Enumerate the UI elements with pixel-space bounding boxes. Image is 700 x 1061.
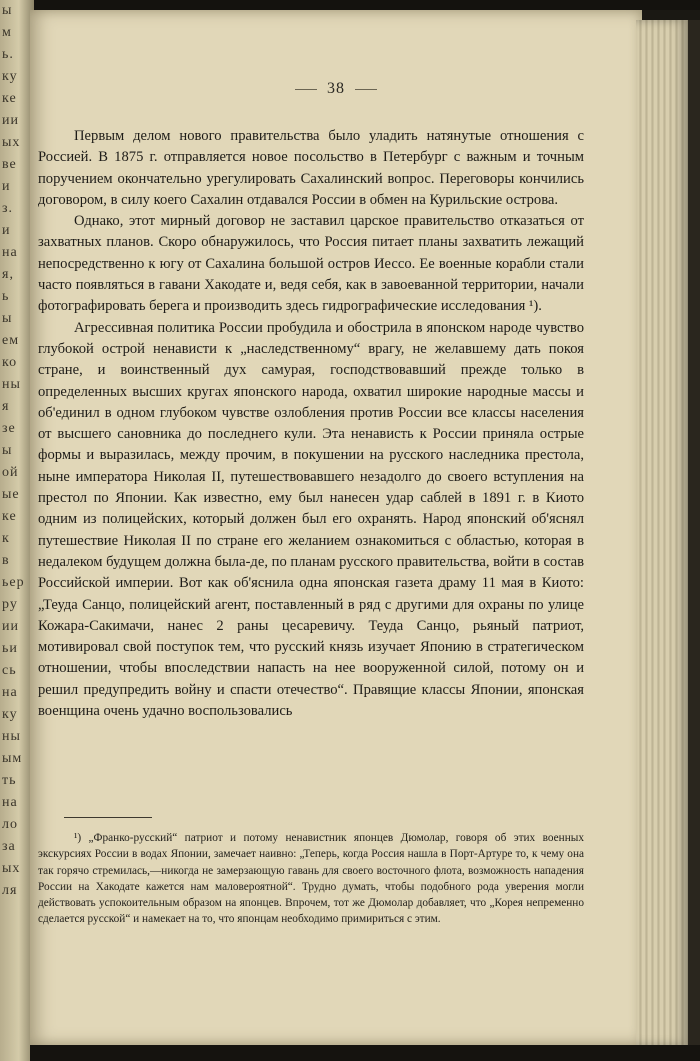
page-number-dash-left: [295, 89, 317, 90]
book-page: [30, 10, 642, 1045]
left-page-fragment: ой: [2, 465, 19, 480]
left-page-fragment: за: [2, 839, 16, 854]
left-page-fragment: ку: [2, 69, 18, 84]
left-page-fragment: ы: [2, 3, 13, 18]
left-page-fragment: зе: [2, 421, 16, 436]
page-stack-edges: [636, 20, 688, 1045]
paragraph: Первым делом нового правительства было уладить натянутые отношения с Россией. В 1875 г. отправляется новое посольство в Петербург с важным и точным поручением окончательно урегулировать Сахалинский вопрос. Переговоры кончились договором, в силу коего Сахалин отдавался России в обмен на Курильские острова.: [38, 128, 584, 208]
left-page-fragment: я: [2, 399, 10, 414]
left-page-fragment: ть: [2, 773, 17, 788]
left-page-fragment: ым: [2, 751, 23, 766]
left-page-fragment: ру: [2, 597, 18, 612]
left-page-fragment: ны: [2, 377, 21, 392]
left-page-fragment: ло: [2, 817, 18, 832]
left-page-fragment: ны: [2, 729, 21, 744]
left-page-fragment: ых: [2, 135, 21, 150]
paragraph: Однако, этот мирный договор не заставил царское правительство отказаться от захватных планов. Скоро обнаружилось, что Россия питает планы захватить лежащий непосредственно к югу от Сахалина большой остров Иессо. Ее военные корабли стали часто появляться в гавани Хакодате и, ведя себя, как в завоеванной территории, начали фотографировать берега и производить здесь гидрографические исследования ¹).: [38, 213, 584, 315]
footnote: ¹) „Франко-русский“ патриот и потому ненавистник японцев Дюмолар, говоря об этих военных экскурсиях России в водах Японии, замечает наивно: „Теперь, когда Россия нашла в Порт-Артуре то, к чему она так горячо стремилась,—никогда не замерзающую гавань для своего восточного флота, возможность нападения России на Хакодате кажется нам маловероятной“. Трудно думать, чтобы подобного рода уверения могли действовать успокоительным образом на японцев. Впрочем, тот же Дюмолар добавляет, что „Корея непременно сделается русской“ и намекает на то, что японцам необходимо примириться с этим.: [38, 832, 584, 926]
left-page-fragment: и: [2, 179, 11, 194]
left-page-fragment: ке: [2, 509, 17, 524]
left-page-fragment: ые: [2, 487, 20, 502]
left-page-fragment: ь.: [2, 47, 14, 62]
left-page-fragment: ы: [2, 311, 13, 326]
left-page-fragment: ко: [2, 355, 18, 370]
paragraph: Агрессивная политика России пробудила и обострила в японском народе чувство глубокой острой ненависти к „наследственному“ врагу, не желавшему дать покоя стране, и воинственный дух самурая, господствовавший прежде только в определенных высших кругах японского народа, охватил широкие народные массы и об'единил в одном глубоком чувстве озлобления против России все классы населения от высшего сановника до последнего кули. Эта ненависть к России приняла острые формы и выразилась, между прочим, в покушении на русского наследника престола, ныне императора Николая II, путешествовавшего незадолго до своего вступления на престол по Японии. Как известно, ему был нанесен удар саблей в 1891 г. в Киото одним из полицейских, который должен был его охранять. Народ японский об'яснял путешествие Николая II по стране его желанием ознакомиться с областью, которая в недалеком будущем должна была-де, по планам русского правительства, войти в состав Российской империи. Вот как об'яснила одна японская газета драму 11 мая в Киото: „Теуда Санцо, полицейский агент, поставленный в ряд с другими для охраны по улице Кожара-Сакимачи, нанес 2 раны цесаревичу. Теуда Санцо, рьяный патриот, мотивировал свой поступок тем, что русский князь изучает Японию в стратегическом отношении, чтобы впоследствии напасть на нее вооруженной силой, потому он и решил предупредить войну и спасти отечество“. Правящие классы Японии, японская военщина очень удачно воспользовались: [38, 319, 584, 720]
left-page-fragment: и: [2, 223, 11, 238]
left-page-fragment: ьи: [2, 641, 18, 656]
left-page-fragment: ем: [2, 333, 20, 348]
left-page-fragment: я,: [2, 267, 14, 282]
left-page-edge: [0, 0, 34, 1061]
page-number: [30, 80, 642, 98]
left-page-fragment: ке: [2, 91, 17, 106]
left-page-fragment: ь: [2, 289, 10, 304]
left-page-fragment: ве: [2, 157, 17, 172]
footnotes: [38, 830, 584, 928]
left-page-fragment: ля: [2, 883, 18, 898]
left-page-fragment: в: [2, 553, 10, 568]
left-page-fragment: сь: [2, 663, 17, 678]
background-top: [34, 0, 700, 10]
left-page-fragment: з.: [2, 201, 14, 216]
left-page-fragment: м: [2, 25, 12, 40]
left-page-fragment: на: [2, 795, 18, 810]
footnote-divider: [64, 817, 152, 818]
left-page-fragment: к: [2, 531, 10, 546]
left-page-fragment: на: [2, 685, 18, 700]
left-page-fragment: ы: [2, 443, 13, 458]
left-page-fragment: ии: [2, 619, 19, 634]
left-page-fragment: ии: [2, 113, 19, 128]
book-cover-edge: [688, 20, 700, 1045]
body-text: [38, 126, 584, 722]
page-number-dash-right: [355, 89, 377, 90]
background-bottom: [30, 1045, 700, 1061]
left-page-fragment: ых: [2, 861, 21, 876]
left-page-fragment: на: [2, 245, 18, 260]
left-page-fragment: ку: [2, 707, 18, 722]
left-page-fragment: ьер: [2, 575, 25, 590]
page-number-text: 38: [327, 80, 345, 97]
